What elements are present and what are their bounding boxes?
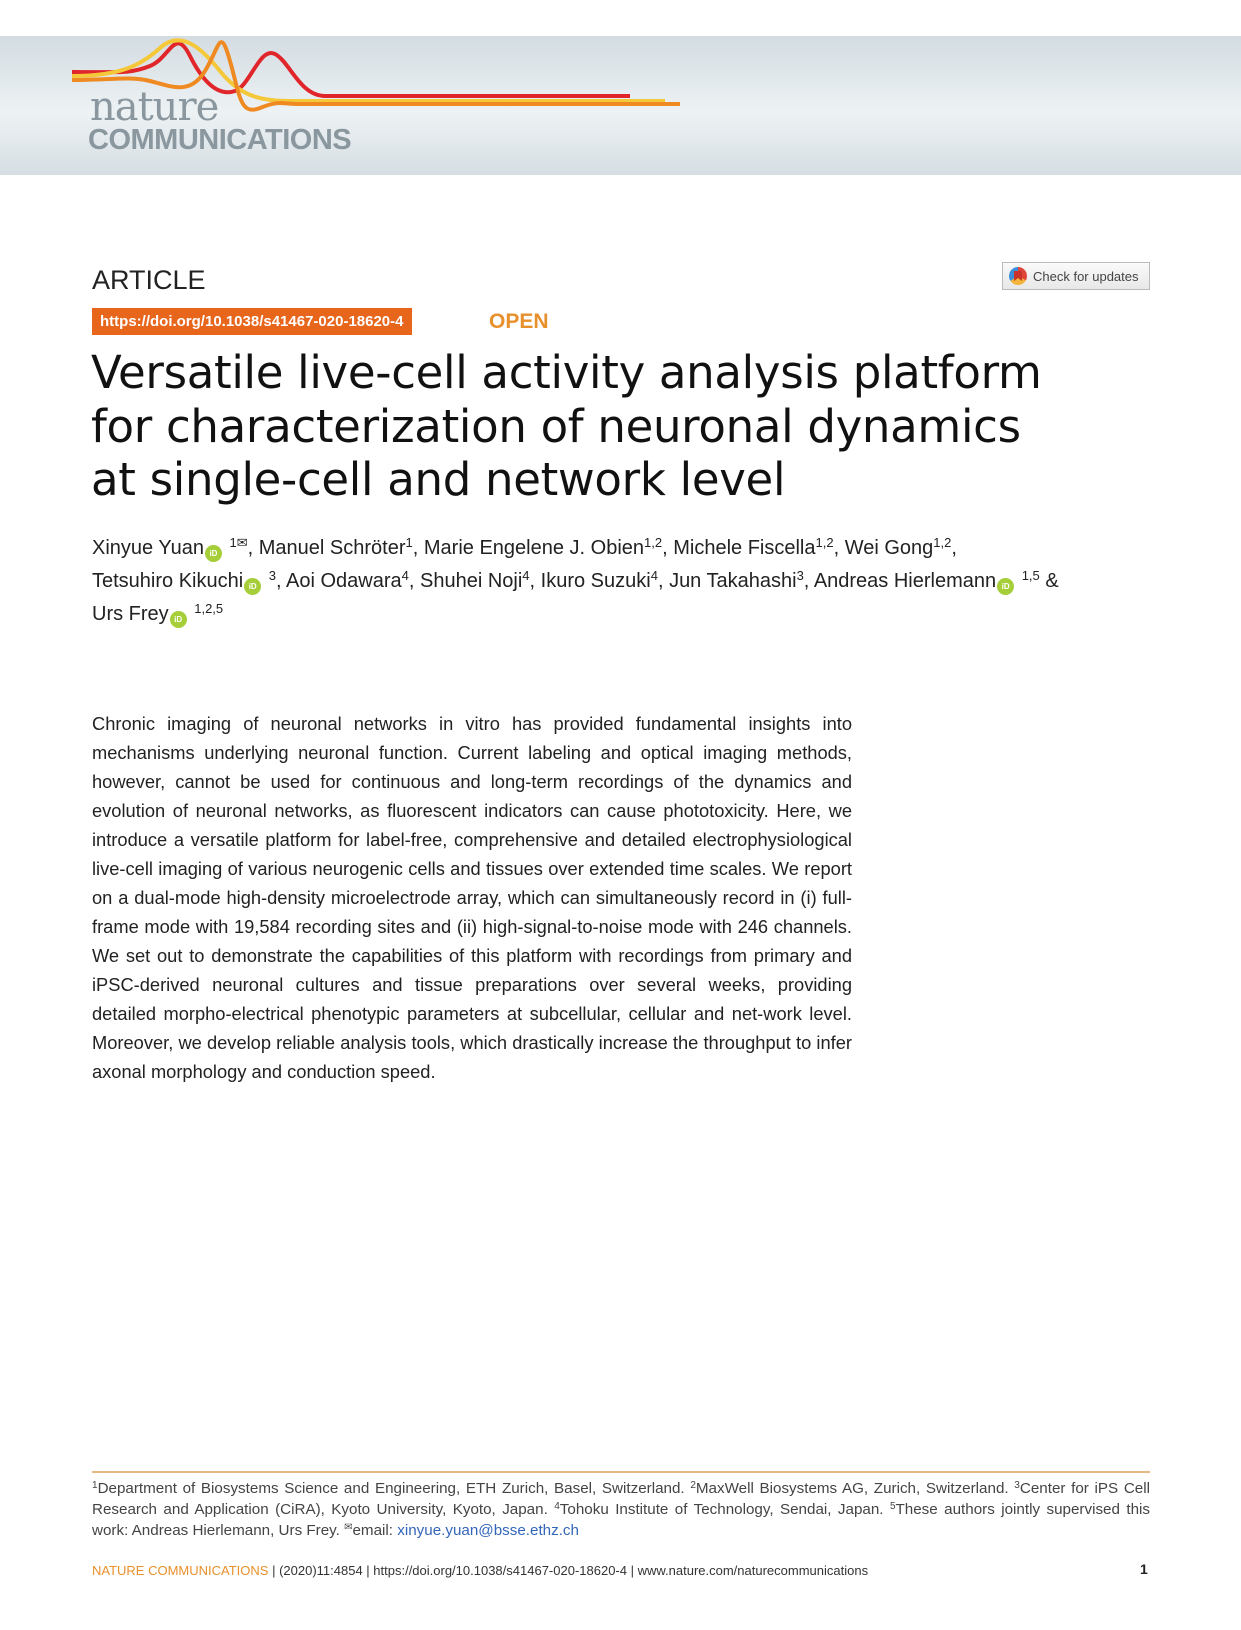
author-affiliation-marker: 1,2 (644, 535, 663, 550)
author-affiliation-marker: 4 (401, 568, 409, 583)
affiliation-5: These authors jointly supervised this work: Andreas Hierlemann, Urs Frey. (92, 1501, 1150, 1539)
author-affiliation-marker: 1 (405, 535, 413, 550)
author-name[interactable]: Urs Frey (92, 603, 169, 625)
page-footer (92, 1563, 868, 1578)
author-affiliation-marker: 1,2 (933, 535, 952, 550)
author-name[interactable]: Xinyue Yuan (92, 537, 204, 559)
journal-header-banner (0, 36, 1241, 175)
author-name[interactable]: Aoi Odawara (286, 570, 402, 592)
affiliation-4: Tohoku Institute of Technology, Sendai, Japan. (559, 1501, 884, 1518)
crossmark-icon (1009, 267, 1027, 285)
check-for-updates-button[interactable] (1002, 262, 1150, 290)
orcid-icon[interactable]: iD (170, 611, 187, 628)
author-affiliation-marker: 4 (522, 568, 530, 583)
article-type-label: ARTICLE (92, 265, 206, 295)
doi-link[interactable]: https://doi.org/10.1038/s41467-020-18620-4 (92, 308, 412, 335)
author-name[interactable]: Manuel Schröter (258, 537, 406, 559)
footer-citation: | (2020)11:4854 | https://doi.org/10.1038/s41467-020-18620-4 | www.nature.com/naturecommunications (272, 1563, 869, 1578)
title-line: Versatile live-cell activity analysis platform (91, 346, 1042, 399)
article-title (91, 346, 1191, 507)
author-name[interactable]: Tetsuhiro Kikuchi (92, 570, 244, 592)
author-name[interactable]: Ikuro Suzuki (540, 570, 651, 592)
author-affiliation-marker: 1,2,5 (194, 601, 224, 616)
author-name[interactable]: Wei Gong (844, 537, 934, 559)
open-access-label: OPEN (489, 310, 549, 333)
author-list: Xinyue Yuan iD $^{1✉}$, Manuel Schröter$^1$, Marie Engelene J. Obien$^{1,2}$, Michele Fiscella$^{1,2}$, Wei Gong$^{1,2}$, Tetsuhiro Kikuchi iD $^3$, Aoi Odawara$^4$, Shuhei Noji$^4$, Ikuro Suzuki$^4$, Jun Takahashi$^3$, Andreas Hierlemann iD $^{1,5}$ & Urs Frey iD $^{1,2,5}$ (92, 532, 1172, 631)
logo-communications-text: COMMUNICATIONS (88, 124, 352, 156)
orcid-icon[interactable]: iD (997, 578, 1014, 595)
author-name[interactable]: Jun Takahashi (669, 570, 797, 592)
author-affiliation-marker: 3 (268, 568, 276, 583)
check-for-updates-label: Check for updates (1033, 268, 1139, 284)
affiliation-1: Department of Biosystems Science and Engineering, ETH Zurich, Basel, Switzerland. (97, 1480, 685, 1497)
author-name[interactable]: Michele Fiscella (673, 537, 816, 559)
footer-journal-name: NATURE COMMUNICATIONS (92, 1563, 269, 1578)
affiliations-footnotes: $^1$Department of Biosystems Science and Engineering, ETH Zurich, Basel, Switzerland. $^2$MaxWell Biosystems AG, Zurich, Switzerland. $^3$Center for iPS Cell Research and Application (CiRA), Kyoto University, Kyoto, Japan. $^4$Tohoku Institute of Technology, Sendai, Japan. $^5$These authors jointly supervised this work: Andreas Hierlemann, Urs Frey. ✉email: xinyue.yuan@bsse.ethz.ch (92, 1480, 1150, 1539)
author-affiliation-marker: 3 (796, 568, 804, 583)
page-number: 1 (1140, 1561, 1148, 1577)
orcid-icon[interactable]: iD (205, 545, 222, 562)
abstract: Chronic imaging of neuronal networks in vitro has provided fundamental insights into mechanisms underlying neuronal function. Current labeling and optical imaging methods, however, cannot be used for continuous and long-term recordings of the dynamics and evolution of neuronal networks, as fluorescent indicators can cause phototoxicity. Here, we introduce a versatile platform for label-free, comprehensive and detailed electrophysiological live-cell imaging of various neurogenic cells and tissues over extended time scales. We report on a dual-mode high-density microelectrode array, which can simultaneously record in (i) full-frame mode with 19,584 recording sites and (ii) high-signal-to-noise mode with 246 channels. We set out to demonstrate the capabilities of this platform with recordings from primary and iPSC-derived neuronal cultures and tissue preparations over several weeks, providing detailed morpho-electrical phenotypic parameters at subcellular, cellular and net-work level. Moreover, we develop reliable analysis tools, which drastically increase the throughput to infer axonal morphology and conduction speed. (92, 713, 852, 1082)
affiliation-3: Center for iPS Cell Research and Application (CiRA), Kyoto University, Kyoto, Japan. (92, 1480, 1150, 1518)
envelope-icon: ✉ (344, 1522, 353, 1533)
email-label: email: (352, 1522, 393, 1539)
author-affiliation-marker: 1,5 (1021, 568, 1040, 583)
author-name[interactable]: Marie Engelene J. Obien (423, 537, 645, 559)
author-affiliation-marker: 1✉ (229, 535, 248, 550)
affiliation-2: MaxWell Biosystems AG, Zurich, Switzerland. (695, 1480, 1009, 1497)
author-name[interactable]: Andreas Hierlemann (813, 570, 997, 592)
email-link[interactable]: xinyue.yuan@bsse.ethz.ch (397, 1522, 579, 1539)
title-line: at single-cell and network level (91, 453, 786, 506)
author-affiliation-marker: 4 (650, 568, 658, 583)
footnote-divider (92, 1471, 1150, 1473)
title-line: for characterization of neuronal dynamics (91, 399, 1021, 453)
author-name[interactable]: Shuhei Noji (419, 570, 523, 592)
logo-nature-text: nature (90, 84, 219, 130)
orcid-icon[interactable]: iD (244, 578, 261, 595)
author-affiliation-marker: 1,2 (815, 535, 834, 550)
